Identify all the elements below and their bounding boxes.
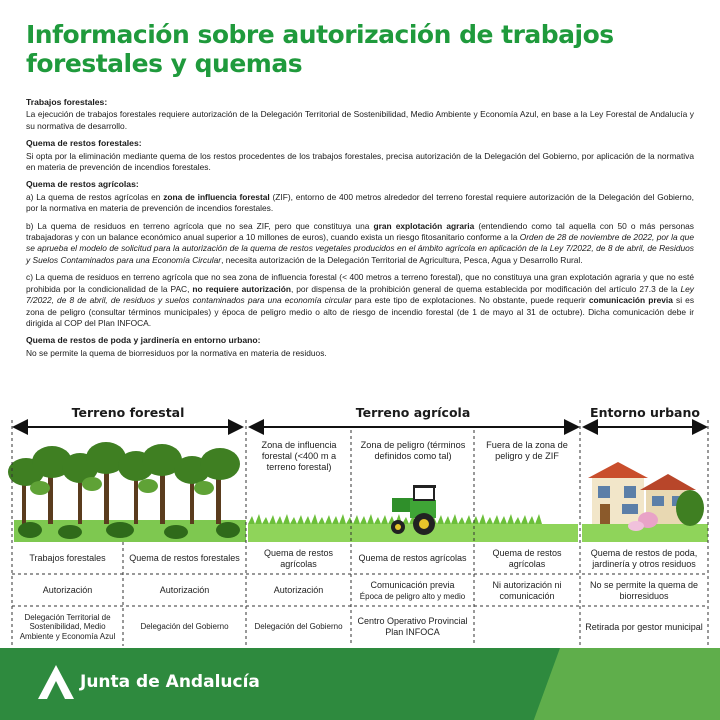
- paragraph-c: c) La quema de residuos en terreno agrícola que no sea zona de influencia forestal (< 400 metros a terreno forestal), que no constituya una gran explotación agraria y que no esté prohibida por la condicionalidad de la PAC, no requiere autorización, por dispensa de la prohibición general de quema establecida por modificación del artículo 27.3 de la Ley 7/2022, de 8 de abril, de residuos y suelos contaminados para una economía circular para este tipo de explotaciones. No obstante, puede requerir comunicación previa si es zona de peligro (consultar términos municipales) y época de peligro medio o alto de riesgo de incendio forestal (de 1 de mayo al 31 de octubre). Dicha comunicación debe ir dirigida al COP del Plan INFOCA.: [26, 272, 695, 328]
- forest-illustration: [8, 442, 246, 542]
- section-text-trabajos: La ejecución de trabajos forestales requiere autorización de la Delegación Territorial de Sostenibilidad, Medio Ambiente y Economía Azul, en base a la Ley Forestal de Andalucía y su normativa de desarrollo.: [26, 109, 694, 131]
- cell-r2-c2: Autorización: [159, 585, 210, 595]
- cell-r1-c6: Quema de restos de poda, jardinería y otros residuos: [590, 547, 698, 569]
- section-title-urbano: Quema de restos de poda y jardinería en entorno urbano:: [26, 335, 261, 346]
- zone-note-peligro: Zona de peligro (términos definidos como tal): [360, 440, 466, 461]
- junta-logo-icon: [36, 663, 76, 703]
- cell-r3-c5: [474, 607, 580, 647]
- cell-r1-c1: Trabajos forestales: [29, 553, 106, 563]
- grass-illustration: [248, 514, 578, 542]
- cell-r3-c1: Delegación Territorial de Sostenibilidad, Medio Ambiente y Economía Azul: [19, 612, 116, 641]
- cell-r1-c3: Quema de restos agrícolas: [263, 547, 334, 569]
- footer-bar: [0, 648, 720, 720]
- section-text-urbano: No se permite la quema de biorresiduos por la normativa en materia de residuos.: [26, 347, 327, 358]
- header-entorno-urbano: Entorno urbano: [590, 405, 700, 420]
- zone-note-fuera: Fuera de la zona de peligro y de ZIF: [486, 440, 568, 461]
- cell-r2-c3: Autorización: [273, 585, 324, 595]
- header-terreno-agricola: Terreno agrícola: [355, 405, 471, 420]
- cell-r1-c2: Quema de restos forestales: [129, 553, 240, 563]
- cell-r2-c1: Autorización: [42, 585, 93, 595]
- page-title: Información sobre autorización de trabajos forestales y quemas: [26, 20, 614, 78]
- paragraph-a: a) La quema de restos agrícolas en zona de influencia forestal (ZIF), entorno de 400 metros alrededor del terreno forestal requiere autorización de la Delegación del Gobierno, por la normativa en materia de prevención de incendios forestales.: [26, 191, 695, 214]
- cell-r2-c4: [351, 575, 474, 606]
- cell-r1-c5: Quema de restos agrícolas: [492, 547, 562, 569]
- cell-r3-c3: Delegación del Gobierno: [254, 622, 343, 632]
- section-text-quema-forestal: Si opta por la eliminación mediante quema de los restos procedentes de los trabajos forestales, precisa autorización de la Delegación del Gobierno, por aplicación de la normativa en materia de prevención de incendios forestales.: [26, 150, 694, 173]
- cell-r2-c6: No se permite la quema de biorresiduos: [589, 579, 699, 601]
- cell-r3-c6: Retirada por gestor municipal: [585, 621, 703, 632]
- cell-r3-c4: Centro Operativo Provincial Plan INFOCA: [357, 616, 468, 637]
- brand-name: Junta de Andalucía: [80, 672, 260, 692]
- header-terreno-forestal: Terreno forestal: [71, 405, 185, 420]
- cell-r1-c4: Quema de restos agrícolas: [358, 553, 467, 563]
- cell-r2-c4-main: Comunicación previa: [370, 579, 455, 590]
- cell-r2-c5: Ni autorización ni comunicación: [492, 579, 562, 601]
- section-title-quema-agricola: Quema de restos agrícolas:: [26, 179, 139, 190]
- section-title-quema-forestal: Quema de restos forestales:: [26, 138, 142, 149]
- footer-shade: [534, 648, 720, 720]
- cell-r3-c2: Delegación del Gobierno: [140, 622, 229, 632]
- zone-note-zif: Zona de influencia forestal (<400 m a terreno forestal): [261, 440, 337, 472]
- paragraph-b: b) La quema de residuos en terreno agrícola que no sea ZIF, pero que constituya una gran explotación agraria (entendiendo como tal aquella con 50 o más personas trabajadoras y con un balance económico anual superior a 10 millones de euros), cuando exista un riesgo fitosanitario conforme a la Orden de 28 de noviembre de 2022, por la que se aprueba el modelo de solicitud para la autorización de la quema de restos vegetales producidos en el ámbito agrícola en aplicación de la Ley 7/2022, de 8 de abril, de Residuos y Suelos Contaminados para una Economía Circular, necesita autorización de la Delegación Territorial de Agricultura, Pesca, Agua y Desarrollo Rural.: [26, 220, 694, 265]
- cell-r2-c4-extra: Época de peligro alto y medio: [359, 591, 466, 601]
- house-illustration: [582, 462, 708, 542]
- section-title-trabajos: Trabajos forestales:: [26, 97, 108, 107]
